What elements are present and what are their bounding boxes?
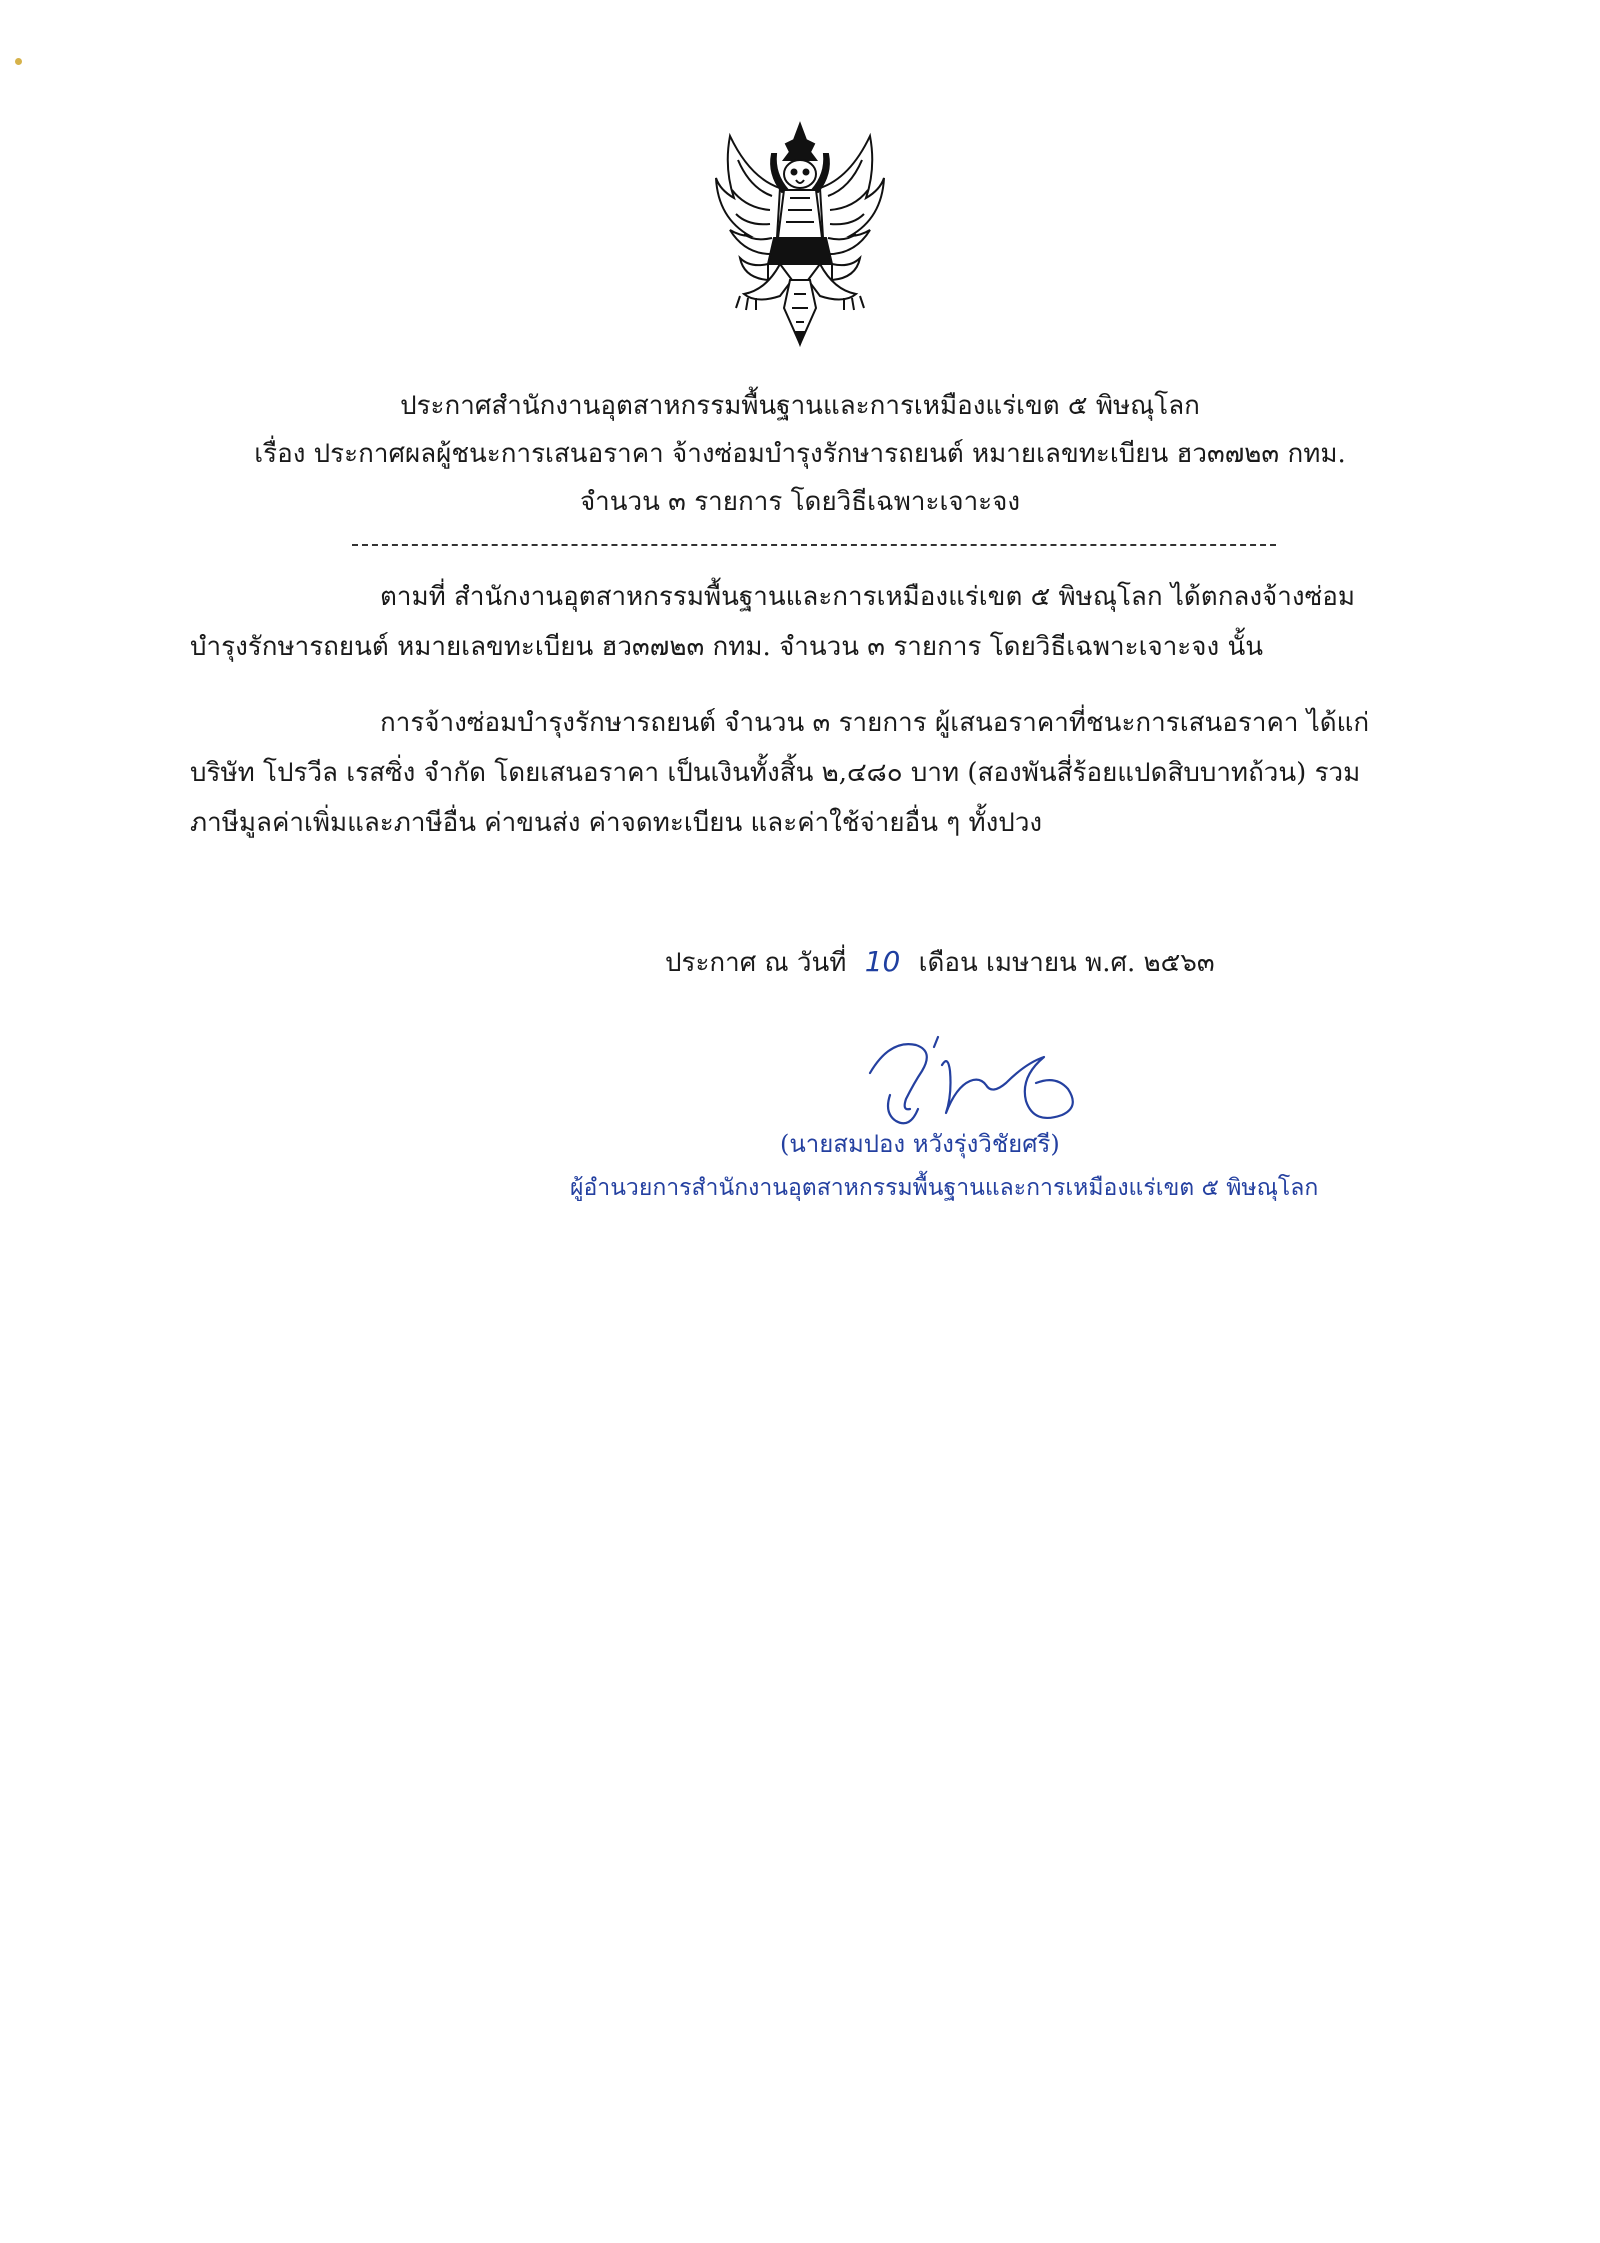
heading-method-line: จำนวน ๓ รายการ โดยวิธีเฉพาะเจาะจง (579, 487, 1021, 517)
signatory-name: (นายสมปอง หวังรุ่งวิชัยศรี) (780, 1130, 1060, 1158)
handwritten-signature (830, 1025, 1110, 1135)
announcement-date (665, 942, 1215, 983)
announcement-heading (180, 382, 1420, 526)
page-speck (15, 58, 22, 65)
dashed-divider (352, 544, 1276, 546)
paragraph-line: บริษัท โปรวีล เรสซิ่ง จำกัด โดยเสนอราคา เป็นเงินทั้งสิ้น ๒,๔๘๐ บาท (สองพันสี่ร้อยแปดสิบบาทถ้วน) รวม (190, 758, 1361, 788)
heading-subject-line: เรื่อง ประกาศผลผู้ชนะการเสนอราคา จ้างซ่อมบำรุงรักษารถยนต์ หมายเลขทะเบียน ฮว๓๗๒๓ กทม. (254, 439, 1346, 469)
paragraph-result (190, 698, 1430, 848)
garuda-emblem-icon (710, 118, 890, 348)
date-prefix: ประกาศ ณ วันที่ (665, 948, 847, 978)
paragraph-line: ภาษีมูลค่าเพิ่มและภาษีอื่น ค่าขนส่ง ค่าจดทะเบียน และค่าใช้จ่ายอื่น ๆ ทั้งปวง (190, 808, 1043, 838)
paragraph-line: ตามที่ สำนักงานอุตสาหกรรมพื้นฐานและการเหมืองแร่เขต ๕ พิษณุโลก ได้ตกลงจ้างซ่อม (380, 582, 1355, 612)
paragraph-line: การจ้างซ่อมบำรุงรักษารถยนต์ จำนวน ๓ รายการ ผู้เสนอราคาที่ชนะการเสนอราคา ได้แก่ (380, 708, 1370, 738)
paragraph-line: บำรุงรักษารถยนต์ หมายเลขทะเบียน ฮว๓๗๒๓ กทม. จำนวน ๓ รายการ โดยวิธีเฉพาะเจาะจง นั้น (190, 632, 1263, 662)
date-day-handwritten: 10 (864, 945, 901, 978)
heading-office-line: ประกาศสำนักงานอุตสาหกรรมพื้นฐานและการเหมืองแร่เขต ๕ พิษณุโลก (400, 391, 1200, 421)
paragraph-background (190, 572, 1430, 672)
signatory-position: ผู้อำนวยการสำนักงานอุตสาหกรรมพื้นฐานและการเหมืองแร่เขต ๕ พิษณุโลก (570, 1175, 1319, 1201)
date-suffix: เดือน เมษายน พ.ศ. ๒๕๖๓ (918, 948, 1215, 978)
